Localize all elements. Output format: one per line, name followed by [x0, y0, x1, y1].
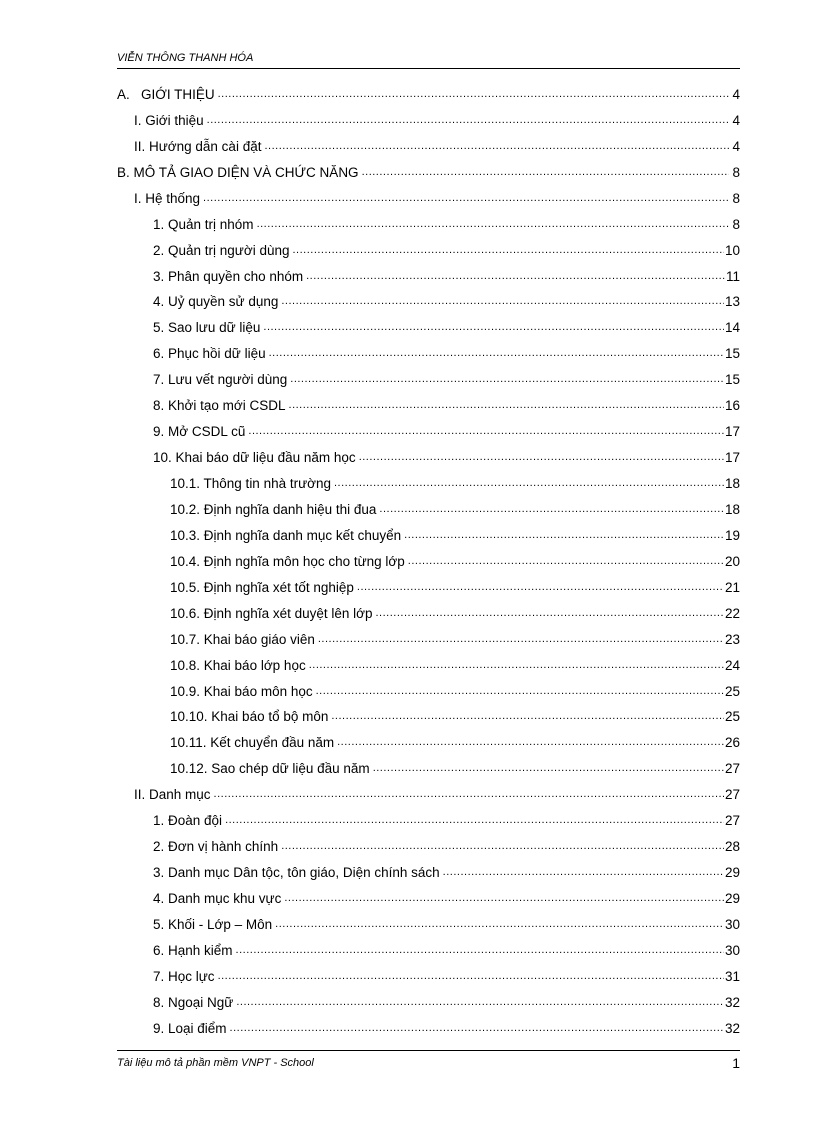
toc-entry[interactable]: [117, 233, 740, 259]
toc-entry-title: 3. Phân quyền cho nhóm: [153, 268, 304, 284]
toc-entry[interactable]: [117, 829, 740, 855]
toc-entry-page: 31: [724, 968, 740, 984]
toc-entry-page: 4: [732, 138, 740, 154]
toc-entry-title: I. Giới thiệu: [134, 112, 204, 128]
toc-entry-title: 10.4. Định nghĩa môn học cho từng lớp: [170, 553, 405, 569]
header-rule: [117, 68, 740, 69]
toc-entry-page: 32: [724, 994, 740, 1010]
toc-entry-page: 21: [724, 579, 740, 595]
toc-entry-page: 26: [724, 735, 740, 751]
toc-entry[interactable]: [117, 388, 740, 414]
table-of-contents: [117, 77, 740, 1037]
toc-entry-title: 10.11. Kết chuyển đầu năm: [170, 735, 335, 751]
toc-entry-title: B. MÔ TẢ GIAO DIỆN VÀ CHỨC NĂNG: [117, 164, 359, 180]
toc-entry-page: 23: [724, 631, 740, 647]
toc-entry-page: 25: [724, 683, 740, 699]
toc-entry-title: 7. Lưu vết người dùng: [153, 372, 288, 388]
toc-entry-page: 16: [724, 398, 740, 414]
toc-entry-title: 10. Khai báo dữ liệu đầu năm học: [153, 450, 356, 466]
toc-entry-title: 10.3. Định nghĩa danh mục kết chuyển: [170, 527, 402, 543]
toc-dot-leader: [236, 943, 724, 957]
toc-entry[interactable]: [117, 518, 740, 544]
toc-dot-leader: [248, 424, 724, 438]
toc-dot-leader: [404, 528, 724, 542]
toc-dot-leader: [269, 346, 724, 360]
toc-dot-leader: [379, 502, 724, 516]
toc-entry-page: 25: [724, 709, 740, 725]
toc-entry-title: 1. Quản trị nhóm: [153, 216, 254, 232]
toc-dot-leader: [281, 839, 724, 853]
toc-entry[interactable]: [117, 77, 740, 103]
toc-entry-title: 10.2. Định nghĩa danh hiệu thi đua: [170, 501, 377, 517]
toc-entry-page: 8: [732, 164, 740, 180]
toc-dot-leader: [207, 113, 729, 127]
toc-entry-page: 32: [724, 1020, 740, 1036]
toc-dot-leader: [218, 969, 724, 983]
toc-dot-leader: [281, 294, 724, 308]
toc-entry-title: 8. Khởi tạo mới CSDL: [153, 398, 286, 414]
toc-entry-title: 4. Uỷ quyền sử dụng: [153, 294, 279, 310]
toc-entry-page: 17: [724, 450, 740, 466]
toc-entry[interactable]: [117, 310, 740, 336]
toc-entry[interactable]: [117, 725, 740, 751]
toc-entry[interactable]: [117, 777, 740, 803]
toc-entry[interactable]: [117, 259, 740, 285]
toc-dot-leader: [362, 165, 729, 179]
toc-entry[interactable]: [117, 440, 740, 466]
toc-entry-page: 28: [724, 839, 740, 855]
toc-entry-title: 1. Đoàn đội: [153, 813, 223, 829]
toc-entry[interactable]: [117, 674, 740, 700]
toc-entry-page: 8: [732, 216, 740, 232]
toc-entry-title: 9. Loại điểm: [153, 1020, 227, 1036]
toc-dot-leader: [257, 217, 729, 231]
page-number: 1: [732, 1055, 740, 1071]
toc-entry-page: 15: [724, 346, 740, 362]
toc-dot-leader: [264, 139, 729, 153]
toc-dot-leader: [357, 580, 724, 594]
toc-entry-page: 11: [725, 268, 740, 284]
toc-dot-leader: [309, 658, 724, 672]
toc-dot-leader: [225, 813, 724, 827]
toc-entry[interactable]: [117, 466, 740, 492]
toc-entry[interactable]: [117, 855, 740, 881]
toc-entry-title: 5. Khối - Lớp – Môn: [153, 916, 273, 932]
toc-entry-page: 27: [724, 813, 740, 829]
toc-entry-page: 30: [724, 916, 740, 932]
toc-entry[interactable]: [117, 155, 740, 181]
toc-entry[interactable]: [117, 985, 740, 1011]
page-footer: Tài liệu mô tả phần mềm VNPT - School: [117, 1057, 314, 1069]
toc-entry-title: 10.7. Khai báo giáo viên: [170, 631, 315, 647]
footer-rule: [117, 1050, 740, 1051]
toc-entry-page: 8: [732, 190, 740, 206]
toc-dot-leader: [334, 476, 724, 490]
toc-entry[interactable]: [117, 959, 740, 985]
toc-entry-title: 7. Học lực: [153, 968, 215, 984]
toc-entry[interactable]: [117, 492, 740, 518]
toc-dot-leader: [218, 87, 729, 101]
toc-dot-leader: [284, 891, 724, 905]
toc-entry-page: 24: [724, 657, 740, 673]
toc-entry-title: 8. Ngoại Ngữ: [153, 994, 234, 1010]
toc-entry[interactable]: [117, 596, 740, 622]
toc-entry-page: 22: [724, 605, 740, 621]
toc-dot-leader: [318, 632, 724, 646]
toc-entry-title: 3. Danh mục Dân tộc, tôn giáo, Diện chính sách: [153, 865, 440, 881]
toc-entry[interactable]: [117, 933, 740, 959]
toc-entry-page: 10: [724, 242, 740, 258]
toc-entry-title: II. Danh mục: [134, 787, 211, 803]
toc-dot-leader: [290, 372, 724, 386]
toc-entry-title: 10.6. Định nghĩa xét duyệt lên lớp: [170, 605, 373, 621]
toc-dot-leader: [359, 450, 724, 464]
toc-entry-page: 18: [724, 476, 740, 491]
toc-entry[interactable]: [117, 648, 740, 674]
toc-entry[interactable]: [117, 1011, 740, 1037]
toc-entry[interactable]: [117, 751, 740, 777]
toc-entry-page: 4: [732, 112, 740, 128]
toc-entry-title: 10.9. Khai báo môn học: [170, 683, 313, 699]
toc-entry-title: 10.12. Sao chép dữ liệu đầu năm: [170, 761, 370, 777]
toc-entry[interactable]: [117, 570, 740, 596]
toc-entry-title: 10.10. Khai báo tổ bộ môn: [170, 709, 329, 725]
toc-entry-page: 19: [724, 527, 740, 543]
toc-entry-page: 29: [724, 891, 740, 906]
toc-entry-title: 2. Quản trị người dùng: [153, 242, 290, 258]
toc-entry-title: 6. Phục hồi dữ liệu: [153, 346, 266, 362]
toc-dot-leader: [337, 735, 724, 749]
toc-entry-title: 2. Đơn vị hành chính: [153, 839, 279, 855]
toc-entry-page: 27: [724, 787, 740, 803]
toc-entry-title: 6. Hạnh kiểm: [153, 942, 233, 958]
toc-entry[interactable]: [117, 207, 740, 233]
toc-entry-title: I. Hệ thống: [134, 190, 201, 206]
toc-dot-leader: [408, 554, 724, 568]
toc-entry[interactable]: [117, 103, 740, 129]
toc-entry-page: 15: [724, 372, 740, 388]
toc-entry-title: 10.5. Định nghĩa xét tốt nghiệp: [170, 579, 354, 595]
toc-entry[interactable]: [117, 907, 740, 933]
toc-dot-leader: [331, 709, 724, 723]
toc-entry-title: 9. Mở CSDL cũ: [153, 424, 246, 440]
toc-dot-leader: [203, 191, 729, 205]
toc-entry[interactable]: [117, 803, 740, 829]
toc-dot-leader: [275, 917, 724, 931]
toc-dot-leader: [236, 995, 724, 1009]
toc-entry-title: 5. Sao lưu dữ liệu: [153, 320, 261, 336]
toc-entry-page: 20: [724, 553, 740, 569]
toc-entry-page: 27: [724, 761, 740, 777]
toc-entry-title: A. GIỚI THIỆU: [117, 86, 215, 102]
toc-entry-page: 29: [724, 865, 740, 881]
toc-entry-page: 30: [724, 942, 740, 958]
toc-entry[interactable]: [117, 700, 740, 726]
toc-entry[interactable]: [117, 181, 740, 207]
toc-entry-page: 4: [732, 86, 740, 102]
toc-entry[interactable]: [117, 544, 740, 570]
toc-dot-leader: [289, 398, 724, 412]
page-header: VIỄN THÔNG THANH HÓA: [117, 52, 254, 64]
toc-entry-title: 10.1. Thông tin nhà trường: [170, 476, 331, 491]
toc-entry[interactable]: [117, 362, 740, 388]
toc-dot-leader: [443, 865, 724, 879]
toc-entry[interactable]: [117, 336, 740, 362]
toc-dot-leader: [316, 684, 724, 698]
toc-dot-leader: [230, 1021, 724, 1035]
toc-entry[interactable]: [117, 881, 740, 907]
toc-entry-page: 17: [724, 424, 740, 440]
toc-entry[interactable]: [117, 414, 740, 440]
toc-entry-page: 13: [724, 294, 740, 310]
toc-dot-leader: [263, 320, 724, 334]
toc-entry[interactable]: [117, 129, 740, 155]
toc-dot-leader: [373, 761, 724, 775]
toc-entry-page: 18: [724, 501, 740, 517]
toc-entry-title: II. Hướng dẫn cài đặt: [134, 138, 262, 154]
toc-dot-leader: [376, 606, 724, 620]
toc-entry-title: 4. Danh mục khu vực: [153, 891, 282, 906]
toc-entry[interactable]: [117, 285, 740, 311]
toc-entry-title: 10.8. Khai báo lớp học: [170, 657, 306, 673]
toc-dot-leader: [306, 269, 725, 283]
toc-dot-leader: [214, 787, 724, 801]
toc-entry-page: 14: [724, 320, 740, 336]
toc-entry[interactable]: [117, 622, 740, 648]
toc-dot-leader: [292, 243, 723, 257]
